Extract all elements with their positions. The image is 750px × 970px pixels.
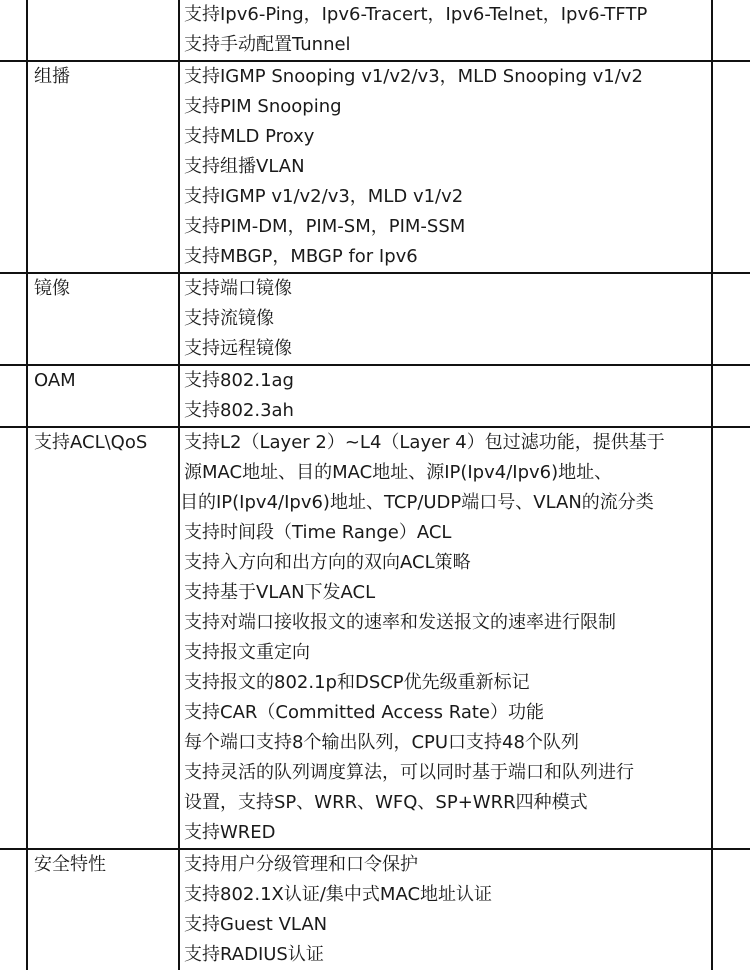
table-row xyxy=(0,426,750,848)
table-row xyxy=(0,60,750,272)
table-row xyxy=(0,0,750,60)
feature-list xyxy=(0,274,750,364)
feature-item: 支持远程镜像 xyxy=(184,338,292,359)
feature-item: 支持802.3ah xyxy=(184,400,294,421)
feature-item: 支持MLD Proxy xyxy=(184,126,315,147)
category-label: OAM xyxy=(34,370,76,391)
feature-item: 支持手动配置Tunnel xyxy=(184,34,351,55)
feature-item: 支持MBGP，MBGP for Ipv6 xyxy=(184,246,418,267)
feature-item: 支持对端口接收报文的速率和发送报文的速率进行限制 xyxy=(184,612,616,633)
feature-item: 支持组播VLAN xyxy=(184,156,305,177)
feature-item: 每个端口支持8个输出队列，CPU口支持48个队列 xyxy=(184,732,579,753)
category-label: 安全特性 xyxy=(34,854,106,875)
feature-item: 支持报文重定向 xyxy=(184,642,310,663)
table-row xyxy=(0,848,750,970)
feature-item: 支持Guest VLAN xyxy=(184,914,328,935)
feature-item: 支持802.1ag xyxy=(184,370,294,391)
table-row xyxy=(0,272,750,364)
feature-item: 支持用户分级管理和口令保护 xyxy=(184,854,418,875)
feature-item: 支持L2（Layer 2）~L4（Layer 4）包过滤功能，提供基于 xyxy=(184,432,665,453)
feature-item: 目的IP(Ipv4/Ipv6)地址、TCP/UDP端口号、VLAN的流分类 xyxy=(180,492,654,513)
category-label: 支持ACL\QoS xyxy=(34,432,148,453)
feature-item: 源MAC地址、目的MAC地址、源IP(Ipv4/Ipv6)地址、 xyxy=(184,462,613,483)
feature-item: 支持Ipv6-Ping，Ipv6-Tracert，Ipv6-Telnet，Ipv6-TFTP xyxy=(184,4,648,25)
category-label: 镜像 xyxy=(34,278,70,299)
feature-item: 支持端口镜像 xyxy=(184,278,292,299)
feature-list xyxy=(0,366,750,426)
feature-item: 支持CAR（Committed Access Rate）功能 xyxy=(184,702,544,723)
feature-item: 支持流镜像 xyxy=(184,308,274,329)
feature-item: 支持灵活的队列调度算法，可以同时基于端口和队列进行 xyxy=(184,762,634,783)
feature-item: 支持RADIUS认证 xyxy=(184,944,324,965)
feature-item: 支持PIM Snooping xyxy=(184,96,342,117)
feature-item: 支持基于VLAN下发ACL xyxy=(184,582,376,603)
feature-item: 支持WRED xyxy=(184,822,276,843)
table-row xyxy=(0,364,750,426)
feature-item: 支持IGMP Snooping v1/v2/v3，MLD Snooping v1/v2 xyxy=(184,66,643,87)
category-label: 组播 xyxy=(34,66,70,87)
feature-item: 支持802.1X认证/集中式MAC地址认证 xyxy=(184,884,493,905)
feature-item: 支持IGMP v1/v2/v3，MLD v1/v2 xyxy=(184,186,464,207)
feature-item: 支持时间段（Time Range）ACL xyxy=(184,522,452,543)
feature-item: 支持入方向和出方向的双向ACL策略 xyxy=(184,552,471,573)
feature-item: 设置，支持SP、WRR、WFQ、SP+WRR四种模式 xyxy=(184,792,588,813)
feature-item: 支持报文的802.1p和DSCP优先级重新标记 xyxy=(184,672,530,693)
feature-list xyxy=(0,428,750,848)
feature-list xyxy=(0,62,750,272)
feature-list xyxy=(0,0,750,60)
feature-item: 支持PIM-DM，PIM-SM，PIM-SSM xyxy=(184,216,466,237)
feature-list xyxy=(0,850,750,970)
